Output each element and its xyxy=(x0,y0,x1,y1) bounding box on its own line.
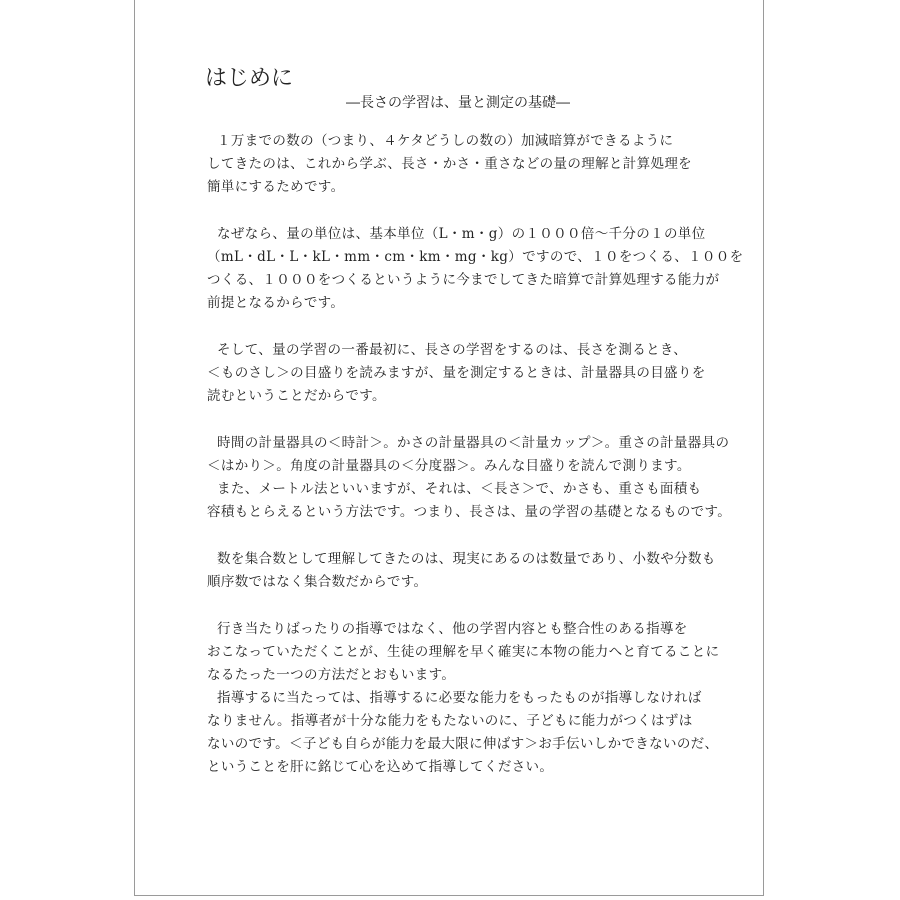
paragraph-line: してきたのは、これから学ぶ、長さ・かさ・重さなどの量の理解と計算処理を xyxy=(207,156,693,172)
paragraph-line: また、メートル法といいますが、それは、＜長さ＞で、かさも、重さも面積も xyxy=(217,481,702,497)
paragraph-line: なりません。指導者が十分な能力をもたないのに、子どもに能力がつくはずは xyxy=(207,713,693,729)
paragraph-1 xyxy=(207,130,727,199)
document-body xyxy=(207,130,744,803)
paragraph-line: ということを肝に銘じて心を込めて指導してください。 xyxy=(207,759,554,775)
paragraph-line: 容積もとらえるという方法です。つまり、長さは、量の学習の基礎となるものです。 xyxy=(207,504,732,520)
paragraph-3 xyxy=(207,339,727,408)
paragraph-line: 読むということだからです。 xyxy=(207,388,386,404)
paragraph-line: おこなっていただくことが、生徒の理解を早く確実に本物の能力へと育てることに xyxy=(207,644,720,660)
paragraph-line: （mL・dL・L・kL・mm・cm・km・mg・kg）ですので、１０をつくる、１００を xyxy=(207,249,744,265)
paragraph-line: つくる、１０００をつくるというように今までしてきた暗算で計算処理する能力が xyxy=(207,272,720,288)
paragraph-line: なるたった一つの方法だとおもいます。 xyxy=(207,667,456,683)
paragraph-line: 前提となるからです。 xyxy=(207,295,345,311)
paragraph-line: １万までの数の（つまり、４ケタどうしの数の）加減暗算ができるように xyxy=(217,133,674,149)
page-title: はじめに xyxy=(205,66,294,91)
paragraph-line: ないのです。＜子ども自らが能力を最大限に伸ばす＞お手伝いしかできないのだ、 xyxy=(207,736,719,752)
document-page xyxy=(134,0,764,896)
paragraph-4 xyxy=(207,432,730,478)
paragraph-line: 数を集合数として理解してきたのは、現実にあるのは数量であり、小数や分数も xyxy=(217,551,716,567)
paragraph-line: 指導するに当たっては、指導するに必要な能力をもったものが指導しなければ xyxy=(217,690,702,706)
paragraph-line: なぜなら、量の単位は、基本単位（L・m・g）の１０００倍～千分の１の単位 xyxy=(217,226,706,242)
paragraph-line: 時間の計量器具の＜時計＞。かさの計量器具の＜計量カップ＞。重さの計量器具の xyxy=(217,435,730,451)
paragraph-line: 簡単にするためです。 xyxy=(207,179,345,195)
paragraph-line: 行き当たりばったりの指導ではなく、他の学習内容とも整合性のある指導を xyxy=(217,621,688,637)
paragraph-6 xyxy=(207,548,727,594)
paragraph-2 xyxy=(207,223,744,315)
paragraph-line: 順序数ではなく集合数だからです。 xyxy=(207,574,428,590)
page-subtitle: ―長さの学習は、量と測定の基礎― xyxy=(346,95,570,111)
paragraph-line: そして、量の学習の一番最初に、長さの学習をするのは、長さを測るとき、 xyxy=(217,342,688,358)
paragraph-5 xyxy=(207,478,732,524)
paragraph-8 xyxy=(207,687,727,779)
paragraph-7 xyxy=(207,618,727,687)
paragraph-line: ＜ものさし＞の目盛りを読みますが、量を測定するときは、計量器具の目盛りを xyxy=(207,365,706,381)
paragraph-line: ＜はかり＞。角度の計量器具の＜分度器＞。みんな目盛りを読んで測ります。 xyxy=(207,458,691,474)
